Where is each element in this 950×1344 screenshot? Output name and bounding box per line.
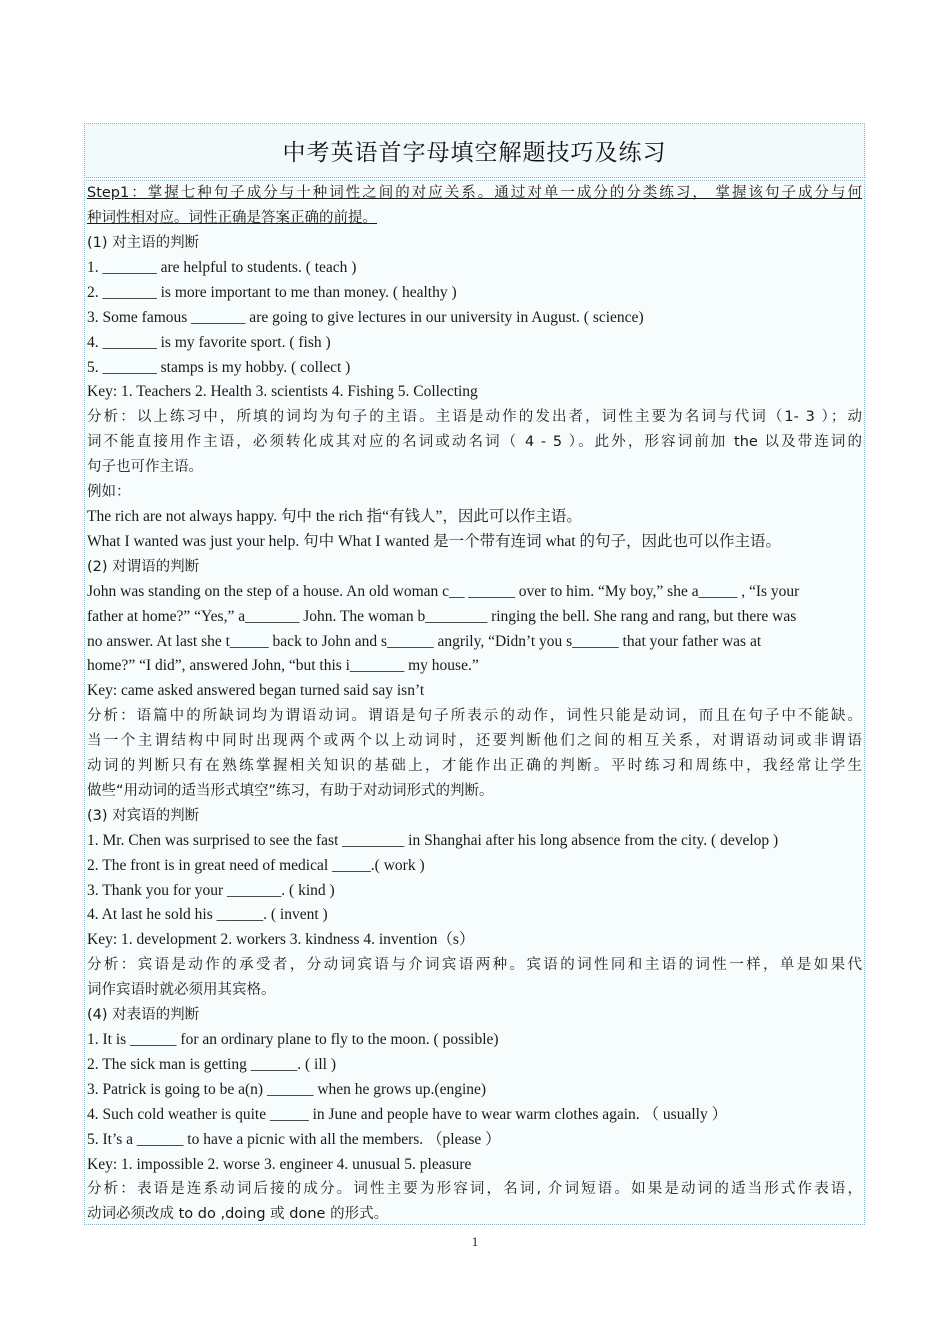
text-line: Key: 1. Teachers 2. Health 3. scientists 4. Fishing 5. Collecting	[87, 383, 478, 401]
text-line: (1) 对主语的判断	[87, 235, 200, 251]
text-line: 句子也可作主语。	[87, 459, 203, 476]
text-line: 3. Some famous _______ are going to give lectures in our university in August. ( science)	[87, 308, 644, 326]
text-line: (3) 对宾语的判断	[87, 807, 200, 824]
text-line: 分析：宾语是动作的承受者，分动词宾语与介词宾语两种。宾语的词性同和主语的词性一样，单是如果代	[87, 957, 862, 974]
text-line: 5. _______ stamps is my hobby. ( collect )	[87, 358, 351, 376]
text-line: 动词必须改成 to do ,doing 或 done 的形式。	[87, 1206, 389, 1223]
text-line: father at home?” “Yes,” a_______ John. The woman b________ ringing the bell. She rang and rang, but there was	[87, 607, 797, 625]
text-line: 4. At last he sold his ______. ( invent )	[87, 906, 328, 924]
text-line: 5. It’s a ______ to have a picnic with all the members. （please ）	[87, 1130, 501, 1148]
text-line: 1. It is ______ for an ordinary plane to fly to the moon. ( possible)	[87, 1031, 499, 1048]
text-line: 分析：以上练习中，所填的词均为句子的主语。主语是动作的发出者，词性主要为名词与代词（1- 3 ）；动	[87, 409, 862, 426]
text-line: 词作宾语时就必须用其宾格。	[87, 982, 276, 999]
text-line: 3. Patrick is going to be a(n) ______ when he grows up.(engine)	[87, 1080, 487, 1098]
text-line: 1. _______ are helpful to students. ( teach )	[87, 258, 357, 276]
text-line: 4. _______ is my favorite sport. ( fish )	[87, 333, 331, 351]
text-line: 1. Mr. Chen was surprised to see the fast ________ in Shanghai after his long absence from the city. ( develop )	[87, 831, 779, 849]
step1-line-1: Step1：掌握七种句子成分与十种词性之间的对应关系。通过对单一成分的分类练习， 掌握该句子成分与何	[87, 185, 862, 201]
text-line: 分析：表语是连系动词后接的成分。词性主要为形容词，名词, 介词短语。如果是动词的适当形式作表语，	[87, 1181, 862, 1198]
content-box	[84, 180, 865, 1225]
text-line: 2. The sick man is getting ______. ( ill )	[87, 1055, 336, 1073]
text-line: 2. The front is in great need of medical _____.( work )	[87, 856, 425, 874]
text-line: Key: 1. development 2. workers 3. kindness 4. invention（s）	[87, 931, 475, 949]
body-lines	[87, 231, 862, 1227]
text-line: no answer. At last she t_____ back to John and s______ angrily, “Didn’t you s______ that your father was at	[87, 632, 762, 650]
text-line: 例如：	[87, 484, 131, 501]
text-line: 做些“用动词的适当形式填空”练习，有助于对动词形式的判断。	[87, 782, 494, 799]
text-line: 4. Such cold weather is quite _____ in June and people have to wear warm clothes again. （ usually ）	[87, 1105, 728, 1123]
text-line: 2. _______ is more important to me than money. ( healthy )	[87, 283, 457, 301]
page-number: 1	[471, 1234, 479, 1249]
text-line: John was standing on the step of a house. An old woman c__ ______ over to him. “My boy,” she a_____ , “Is your	[87, 582, 800, 600]
text-line: 当一个主谓结构中同时出现两个或两个以上动词时，还要判断他们之间的相互关系，对谓语动词或非谓语	[87, 733, 862, 750]
text-line: Key: 1. impossible 2. worse 3. engineer 4. unusual 5. pleasure	[87, 1155, 472, 1173]
text-line: 分析：语篇中的所缺词均为谓语动词。谓语是句子所表示的动作，词性只能是动词，而且在句子中不能缺。	[87, 708, 862, 725]
title-box	[84, 123, 865, 178]
text-line: 动词的判断只有在熟练掌握相关知识的基础上，才能作出正确的判断。平时练习和周练中，我经常让学生	[87, 758, 862, 775]
text-line: 3. Thank you for your _______. ( kind )	[87, 881, 335, 899]
step1-line-2: 种词性相对应。词性正确是答案正确的前提。	[87, 210, 377, 226]
document-title: 中考英语首字母填空解题技巧及练习	[282, 140, 667, 166]
text-line: Key: came asked answered began turned said say isn’t	[87, 682, 425, 700]
text-line: The rich are not always happy. 句中 the rich 指“有钱人”，因此可以作主语。	[87, 507, 582, 525]
text-line: (2) 对谓语的判断	[87, 558, 200, 575]
text-line: home?” “I did”, answered John, “but this i_______ my house.”	[87, 657, 479, 675]
text-line: (4) 对表语的判断	[87, 1007, 200, 1024]
text-line: 词不能直接用作主语，必须转化成其对应的名词或动名词（ 4 - 5 ）。此外，形容词前加 the 以及带连词的	[87, 434, 862, 451]
text-line: What I wanted was just your help. 句中 What I wanted 是一个带有连词 what 的句子，因此也可以作主语。	[87, 532, 781, 550]
